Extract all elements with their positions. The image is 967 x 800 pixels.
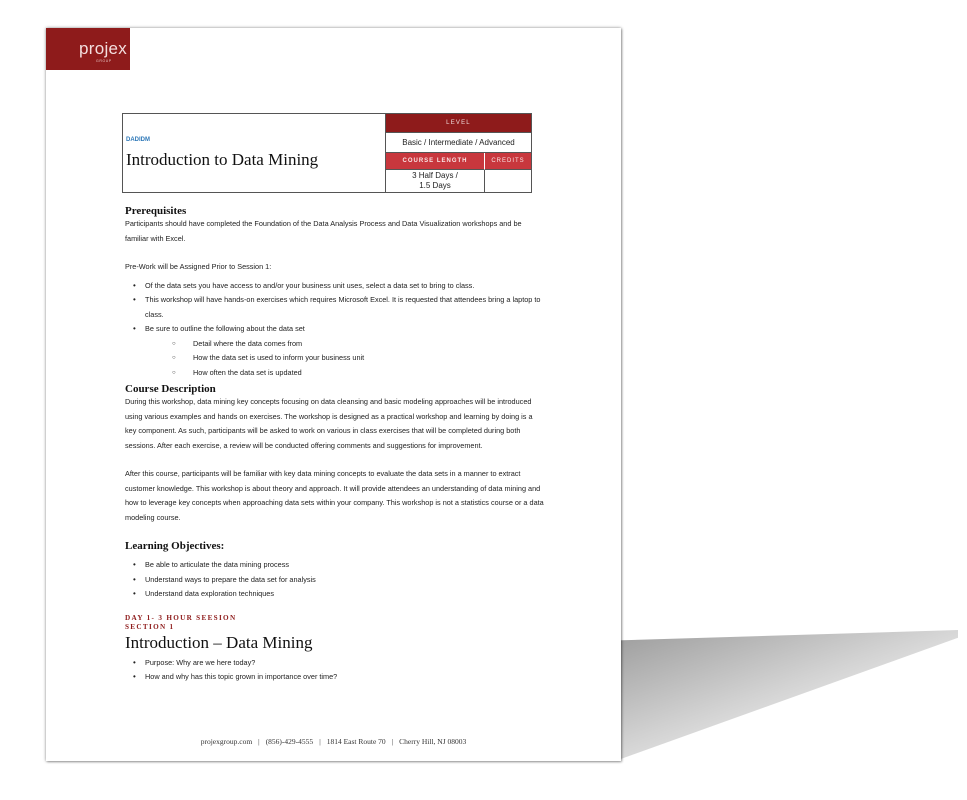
list-item: • Understand ways to prepare the data set for analysis [125, 573, 545, 588]
page-footer [46, 737, 621, 746]
list-item: • How and why has this topic grown in importance over time? [125, 670, 545, 685]
sub-list-item: ○ How often the data set is updated [125, 366, 545, 381]
sub-list-item: ○ How the data set is used to inform your business unit [125, 351, 545, 366]
course-title-cell [123, 114, 386, 192]
logo-subtext: GROUP [96, 59, 112, 63]
section-list [125, 656, 545, 685]
level-value: Basic / Intermediate / Advanced [386, 133, 531, 153]
credits-label: CREDITS [485, 153, 531, 170]
document-body [125, 205, 545, 685]
footer-website: projexgroup.com [200, 737, 253, 746]
course-title: Introduction to Data Mining [126, 150, 319, 169]
document-page [46, 28, 621, 761]
objectives-list [125, 558, 545, 602]
course-code: DADIDM [126, 137, 150, 143]
list-item: • Be sure to outline the following about the data set [125, 322, 545, 337]
prework-list [125, 279, 545, 381]
footer-address: 1814 East Route 70 [326, 737, 386, 746]
section-label: SECTION 1 [125, 622, 175, 631]
list-item: • Understand data exploration techniques [125, 587, 545, 602]
course-description-heading: Course Description [125, 383, 216, 395]
course-length-value [386, 170, 485, 192]
sub-list-item: ○ Detail where the data comes from [125, 337, 545, 352]
course-description-para-1: During this workshop, data mining key concepts focusing on data cleansing and basic modeling approaches will be introduced using various examples and hands on exercises. The workshop is designed as a practical workshop and learning by doing is a key component. As such, participants will be asked to work on various in class exercises that will be completed during both sessions. After each exercise, a review will be conducted offering comments and suggestions for improvement. [125, 397, 533, 450]
list-item: • Be able to articulate the data mining process [125, 558, 545, 573]
projex-logo [46, 28, 130, 70]
prerequisites-text: Participants should have completed the Foundation of the Data Analysis Process and Data Visualization workshops and be familiar with Excel. [125, 219, 522, 243]
list-item: • This workshop will have hands-on exercises which requires Microsoft Excel. It is requested that attendees bring a laptop to class. [125, 293, 545, 322]
course-length-label: COURSE LENGTH [386, 153, 485, 170]
footer-city: Cherry Hill, NJ 08003 [399, 737, 467, 746]
course-length-line-2: 1.5 Days [419, 181, 451, 190]
footer-phone: (856)-429-4555 [265, 737, 314, 746]
footer-separator: | [391, 737, 394, 746]
level-label: LEVEL [386, 114, 531, 133]
day-label: DAY 1- 3 HOUR SEESION [125, 613, 237, 622]
page-drop-shadow [618, 630, 958, 760]
course-description-para-2: After this course, participants will be familiar with key data mining concepts to evaluate the data sets in a manner to extract customer knowledge. This workshop is about theory and approach. It will provide attendees an understanding of data mining and how to leverage key concepts when approaching data sets within your company. This workshop is not a statistics course or a data modeling course. [125, 469, 544, 522]
section-title: Introduction – Data Mining [125, 632, 313, 652]
course-header-table [122, 113, 532, 193]
prework-text: Pre-Work will be Assigned Prior to Session 1: [125, 262, 272, 271]
footer-separator: | [319, 737, 321, 746]
logo-text: projex [79, 39, 128, 58]
course-length-line-1: 3 Half Days / [412, 171, 458, 180]
list-item: • Purpose: Why are we here today? [125, 656, 545, 671]
credits-value [485, 170, 531, 192]
learning-objectives-heading: Learning Objectives: [125, 540, 225, 552]
footer-separator: | [258, 737, 260, 746]
list-item: • Of the data sets you have access to and/or your business unit uses, select a data set to bring to class. [125, 279, 545, 294]
prerequisites-heading: Prerequisites [125, 205, 187, 217]
